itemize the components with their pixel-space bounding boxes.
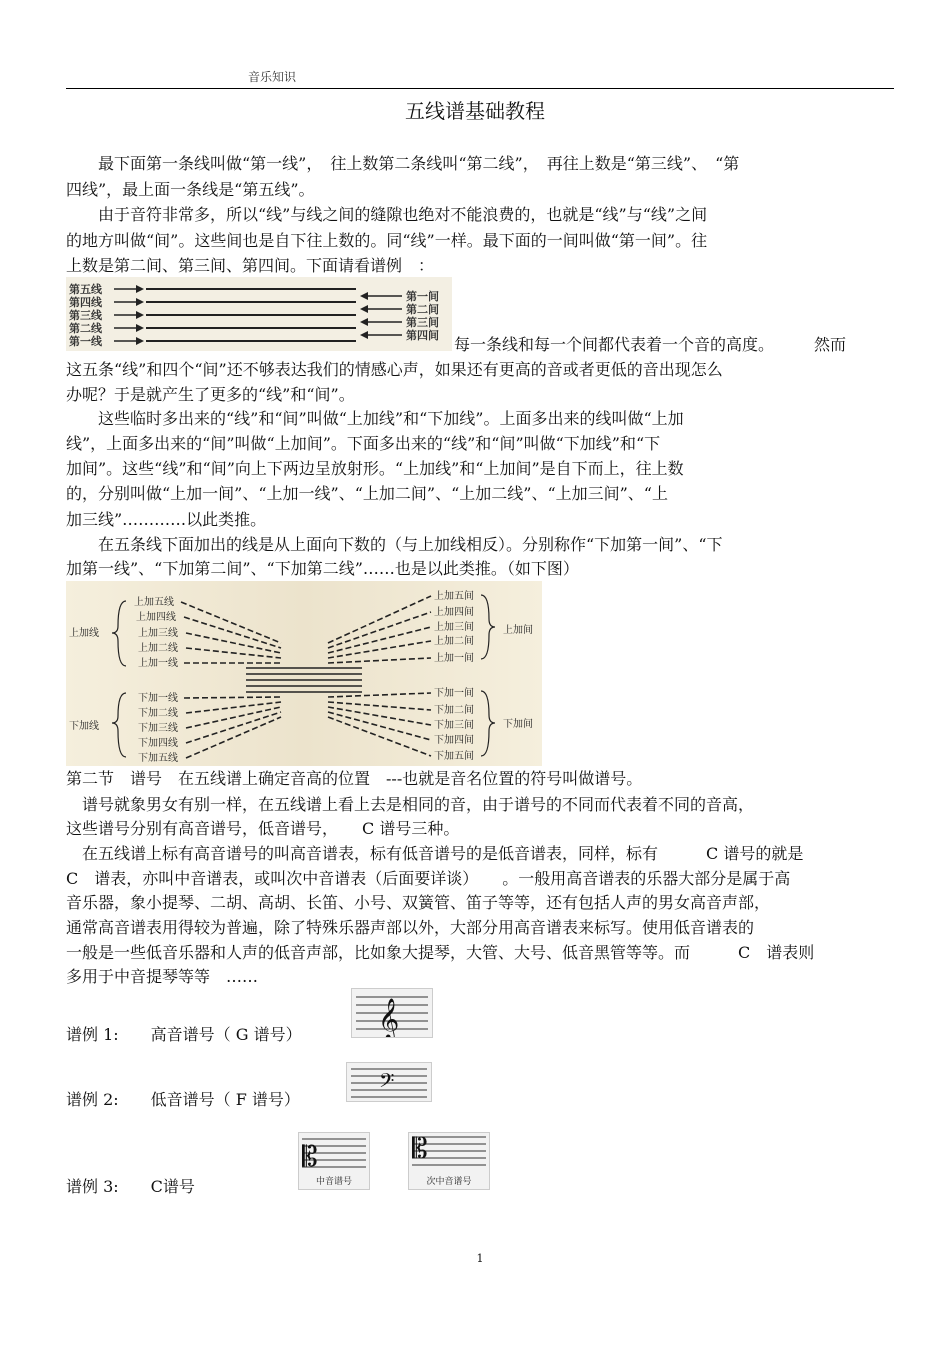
line-label: 第五线 [69,283,102,296]
paragraph-line: 上数是第二间、第三间、第四间。下面请看谱例 ： [66,256,435,275]
clef-caption: 中音谱号 [315,1177,353,1187]
ledger-label: 上加一线 [138,658,178,669]
paragraph-line: 谱号就象男女有别一样，在五线谱上看上去是相同的音，由于谱号的不同而代表着不同的音高， [66,795,755,814]
paragraph-line: 四线”，最上面一条线是“第五线”。 [66,180,315,199]
example-label: 谱例 1: 高音谱号（ G 谱号） [66,1025,302,1044]
header-rule [66,88,894,89]
ledger-label: 下加四线 [138,738,178,749]
ledger-label: 上加五线 [134,597,174,608]
paragraph-line: 音乐器，象小提琴、二胡、高胡、长笛、小号、双簧管、笛子等等，还有包括人声的男女高音声部， [66,893,771,912]
group-label: 上加线 [69,628,99,639]
running-header: 音乐知识 [248,70,297,84]
clef-caption: 次中音谱号 [426,1177,472,1187]
ledger-label: 下加五线 [138,753,178,764]
ledger-label: 上加四间 [434,607,474,618]
ledger-label: 下加三线 [138,723,178,734]
ledger-lines-figure [66,581,542,766]
paragraph-line: 这些临时多出来的“线”和“间”叫做“上加线”和“下加线”。上面多出来的线叫做“上加 [66,409,684,428]
tenor-clef-staff [408,1132,490,1190]
ledger-label: 上加五间 [434,591,474,602]
paragraph-line: 最下面第一条线叫做“第一线”， 往上数第二条线叫“第二线”， 再往上数是“第三线”、 “第 [66,154,740,173]
staff-lines-diagram [66,277,452,351]
ledger-label: 上加一间 [434,653,474,664]
example-label: 谱例 3: C谱号 [66,1177,195,1196]
paragraph-line: 多用于中音提琴等等 …… [66,967,259,986]
example-label: 谱例 2: 低音谱号（ F 谱号） [66,1090,300,1109]
paragraph-line: 通常高音谱表用得较为普遍，除了特殊乐器声部以外，大部分用高音谱表来标写。使用低音谱表的 [66,918,755,937]
paragraph-line: 每一条线和每一个间都代表着一个音的高度。 然而 [454,335,847,354]
paragraph-line: C 谱表，亦叫中音谱表，或叫次中音谱表（后面要详谈） 。一般用高音谱表的乐器大部分是属于高 [66,869,791,888]
space-label: 第一间 [406,290,439,303]
paragraph-line: 的地方叫做“间”。这些间也是自下往上数的。同“线”一样。最下面的一间叫做“第一间”。往 [66,231,708,250]
paragraph-line: 在五线谱上标有高音谱号的叫高音谱表，标有低音谱号的是低音谱表，同样，标有 C 谱号的就是 [66,844,804,863]
ledger-label: 上加二间 [434,636,474,647]
treble-clef-icon: 𝄞 [378,999,400,1037]
group-label: 下加线 [69,721,99,732]
paragraph-line: 这些谱号分别有高音谱号，低音谱号， C 谱号三种。 [66,819,460,838]
ledger-label: 上加三线 [138,628,178,639]
bass-clef-icon: 𝄢 [379,1069,395,1097]
staff-lines-figure [66,277,452,351]
line-label: 第一线 [69,335,102,348]
space-label: 第四间 [406,329,439,342]
ledger-label: 上加三间 [434,622,474,633]
paragraph-line: 的，分别叫做“上加一间”、“上加一线”、“上加二间”、“上加二线”、“上加三间”、“上 [66,484,668,503]
ledger-label: 下加二间 [434,705,474,716]
paragraph-line: 这五条“线”和四个“间”还不够表达我们的情感心声，如果还有更高的音或者更低的音出现怎么 [66,360,723,379]
paragraph-line: 加间”。这些“线”和“间”向上下两边呈放射形。“上加线”和“上加间”是自下而上，往上数 [66,459,684,478]
space-label: 第三间 [406,316,439,329]
paragraph-line: 线”，上面多出来的“间”叫做“上加间”。下面多出来的“线”和“间”叫做“下加线”和“下 [66,434,661,453]
ledger-label: 上加二线 [138,643,178,654]
alto-clef-icon: 𝄡 [302,1140,318,1173]
ledger-label: 下加四间 [434,735,474,746]
ledger-label: 上加四线 [136,612,176,623]
paragraph-line: 由于音符非常多，所以“线”与线之间的缝隙也绝对不能浪费的，也就是“线”与“线”之间 [66,205,708,224]
tenor-clef-icon: 𝄡 [412,1133,428,1165]
group-label: 下加间 [503,719,533,730]
group-label: 上加间 [503,625,533,636]
section-heading: 第二节 谱号 在五线谱上确定音高的位置 ---也就是音名位置的符号叫做谱号。 [66,769,643,788]
space-label: 第二间 [406,303,439,316]
ledger-label: 下加二线 [138,708,178,719]
alto-clef-staff [298,1132,370,1190]
ledger-label: 下加一线 [138,693,178,704]
paragraph-line: 一般是一些低音乐器和人声的低音声部，比如象大提琴，大管、大号、低音黑管等等。而 C 谱表则 [66,943,815,962]
ledger-label: 下加一间 [434,688,474,699]
ledger-label: 下加五间 [434,751,474,762]
line-label: 第二线 [69,322,102,335]
page-title: 五线谱基础教程 [405,99,545,123]
line-label: 第三线 [69,309,102,322]
paragraph-line: 加三线”…………以此类推。 [66,510,267,529]
line-label: 第四线 [69,296,102,309]
paragraph-line: 在五条线下面加出的线是从上面向下数的（与上加线相反）。分别称作“下加第一间”、“下 [66,535,723,554]
paragraph-line: 办呢？于是就产生了更多的“线”和“间”。 [66,385,355,404]
treble-clef-staff [351,988,433,1038]
bass-clef-staff [346,1062,432,1102]
paragraph-line: 加第一线”、“下加第二间”、“下加第二线”……也是以此类推。（如下图） [66,559,579,578]
ledger-label: 下加三间 [434,720,474,731]
page-number: 1 [476,1252,484,1265]
ledger-lines-diagram [66,581,542,766]
